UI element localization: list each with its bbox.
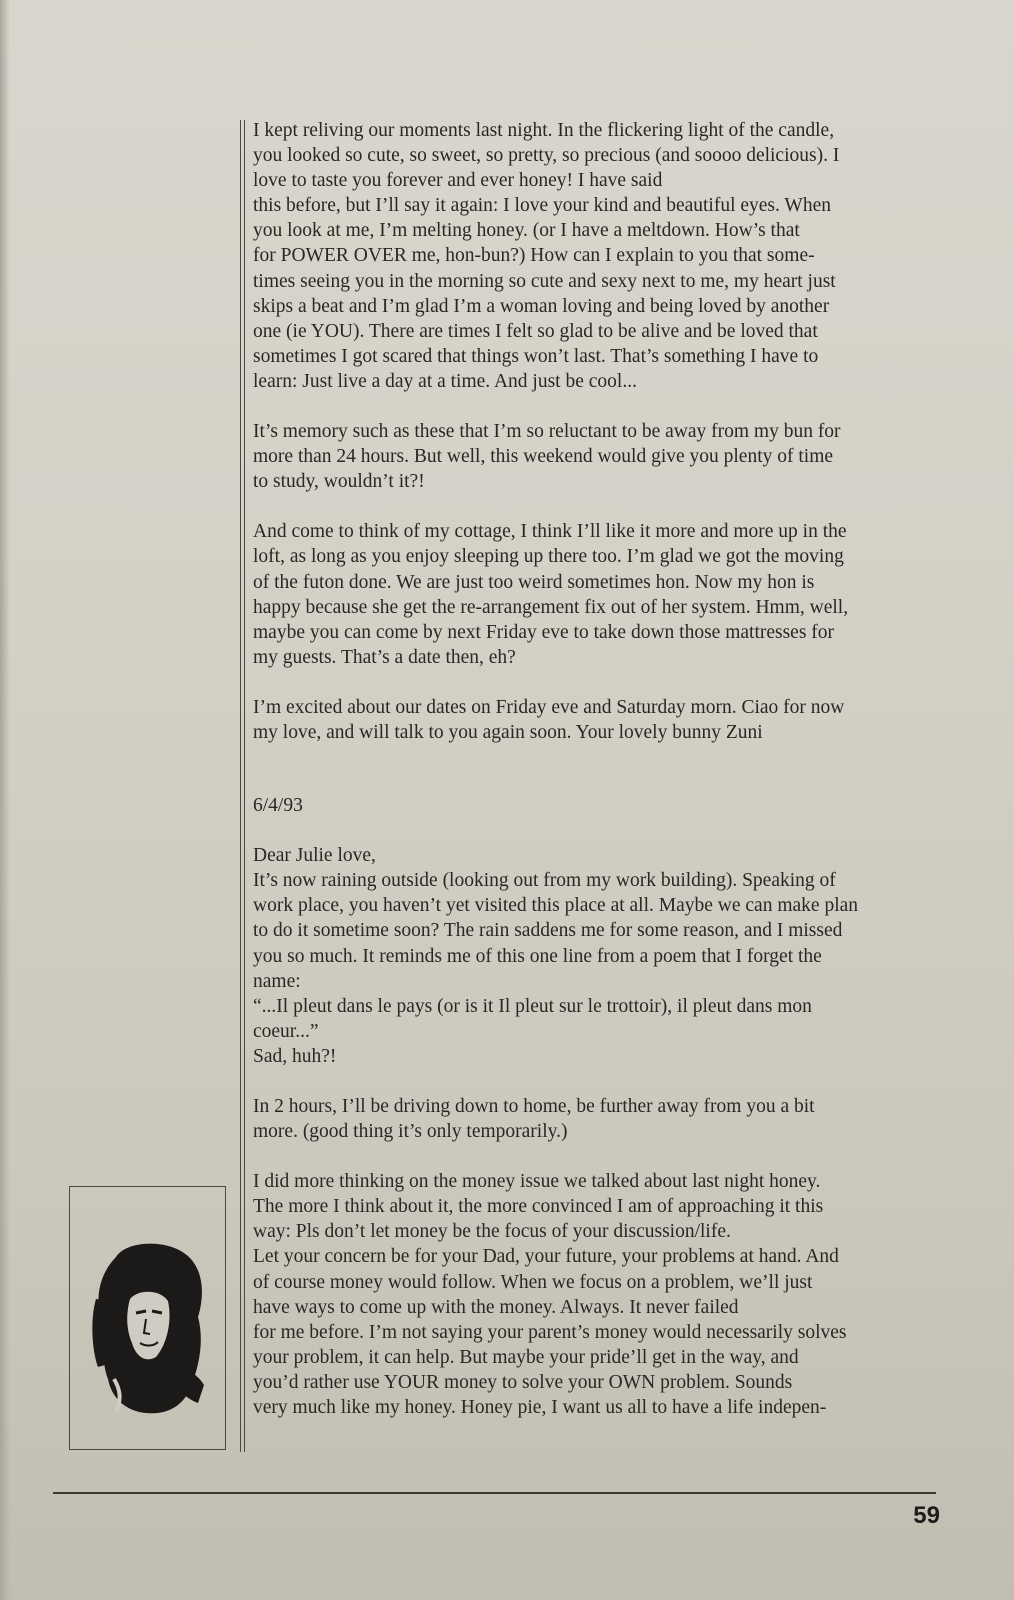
text-line: I did more thinking on the money issue we talked about last night honey. [253, 1171, 821, 1193]
letter2-paragraph-3 [253, 1169, 925, 1420]
text-line: It’s memory such as these that I’m so reluctant to be away from my bun for [253, 421, 841, 443]
letter-2 [253, 793, 925, 1420]
text-line: my love, and will talk to you again soon. Your lovely bunny Zuni [253, 721, 763, 743]
text-line: your problem, it can help. But maybe your pride’ll get in the way, and [253, 1346, 799, 1368]
text-line: loft, as long as you enjoy sleeping up there too. I’m glad we got the moving [253, 546, 844, 568]
text-line: way: Pls don’t let money be the focus of your discussion/life. [253, 1221, 731, 1243]
page-edge-shadow [0, 0, 10, 1600]
text-line: I’m excited about our dates on Friday eve and Saturday morn. Ciao for now [253, 696, 845, 718]
text-line: you so much. It reminds me of this one line from a poem that I forget the [253, 945, 822, 967]
letter-date: 6/4/93 [253, 795, 303, 817]
page-number: 59 [913, 1502, 940, 1529]
text-line: love to taste you forever and ever honey! I have said [253, 170, 663, 192]
portrait-image [69, 1186, 226, 1450]
text-line: very much like my honey. Honey pie, I want us all to have a life indepen- [253, 1397, 827, 1419]
text-line: name: [253, 970, 301, 992]
text-line: to do it sometime soon? The rain saddens me for some reason, and I missed [253, 920, 843, 942]
text-line: more. (good thing it’s only temporarily.) [253, 1121, 568, 1143]
letter1-paragraph-4 [253, 695, 925, 745]
text-line: In 2 hours, I’ll be driving down to home, be further away from you a bit [253, 1096, 815, 1117]
footer-rule [53, 1492, 936, 1494]
text-line: learn: Just live a day at a time. And just be cool... [253, 370, 637, 392]
text-line: more than 24 hours. But well, this weekend would give you plenty of time [253, 446, 834, 468]
salutation: Dear Julie love, [253, 845, 376, 867]
text-line: Let your concern be for your Dad, your future, your problems at hand. And [253, 1246, 839, 1268]
text-line: Sad, huh?! [253, 1045, 337, 1067]
portrait-sketch [86, 1239, 211, 1419]
text-line: “...Il pleut dans le pays (or is it Il pleut sur le trottoir), il pleut dans mon [253, 995, 812, 1017]
text-line: have ways to come up with the money. Always. It never failed [253, 1296, 739, 1318]
text-line: coeur...” [253, 1020, 319, 1042]
letter-1 [253, 118, 925, 745]
text-line: It’s now raining outside (looking out from my work building). Speaking of [253, 870, 836, 892]
text-line: sometimes I got scared that things won’t last. That’s something I have to [253, 345, 819, 367]
text-line: And come to think of my cottage, I think I’ll like it more and more up in the [253, 521, 847, 543]
text-line: my guests. That’s a date then, eh? [253, 646, 516, 668]
text-line: of the futon done. We are just too weird sometimes hon. Now my hon is [253, 571, 815, 593]
text-line: one (ie YOU). There are times I felt so glad to be alive and be loved that [253, 320, 818, 342]
text-line: you look at me, I’m melting honey. (or I have a meltdown. How’s that [253, 220, 800, 242]
letter2-paragraph-1 [253, 868, 925, 1069]
text-column [253, 118, 925, 1420]
letter1-paragraph-3 [253, 519, 925, 670]
letter1-paragraph-1 [253, 118, 925, 394]
text-line: The more I think about it, the more convinced I am of approaching it this [253, 1196, 824, 1218]
margin-rule-left [240, 120, 241, 1452]
text-line: skips a beat and I’m glad I’m a woman loving and being loved by another [253, 295, 830, 317]
letter2-paragraph-2 [253, 1094, 925, 1144]
margin-rule-right [244, 120, 245, 1452]
text-line: times seeing you in the morning so cute and sexy next to me, my heart just [253, 270, 836, 292]
text-line: for POWER OVER me, hon-bun?) How can I explain to you that some- [253, 245, 815, 267]
text-line: of course money would follow. When we focus on a problem, we’ll just [253, 1271, 813, 1293]
text-line: happy because she get the re-arrangement fix out of her system. Hmm, well, [253, 596, 849, 618]
text-line: to study, wouldn’t it?! [253, 471, 425, 493]
text-line: you looked so cute, so sweet, so pretty, so precious (and soooo delicious). I [253, 145, 840, 167]
letter1-paragraph-2 [253, 419, 925, 494]
text-line: maybe you can come by next Friday eve to take down those mattresses for [253, 621, 835, 643]
text-line: for me before. I’m not saying your parent’s money would necessarily solves [253, 1321, 847, 1343]
text-line: you’d rather use YOUR money to solve your OWN problem. Sounds [253, 1371, 793, 1393]
text-line: I kept reliving our moments last night. In the flickering light of the candle, [253, 120, 835, 141]
text-line: work place, you haven’t yet visited this place at all. Maybe we can make plan [253, 895, 859, 917]
text-line: this before, but I’ll say it again: I love your kind and beautiful eyes. When [253, 195, 831, 217]
